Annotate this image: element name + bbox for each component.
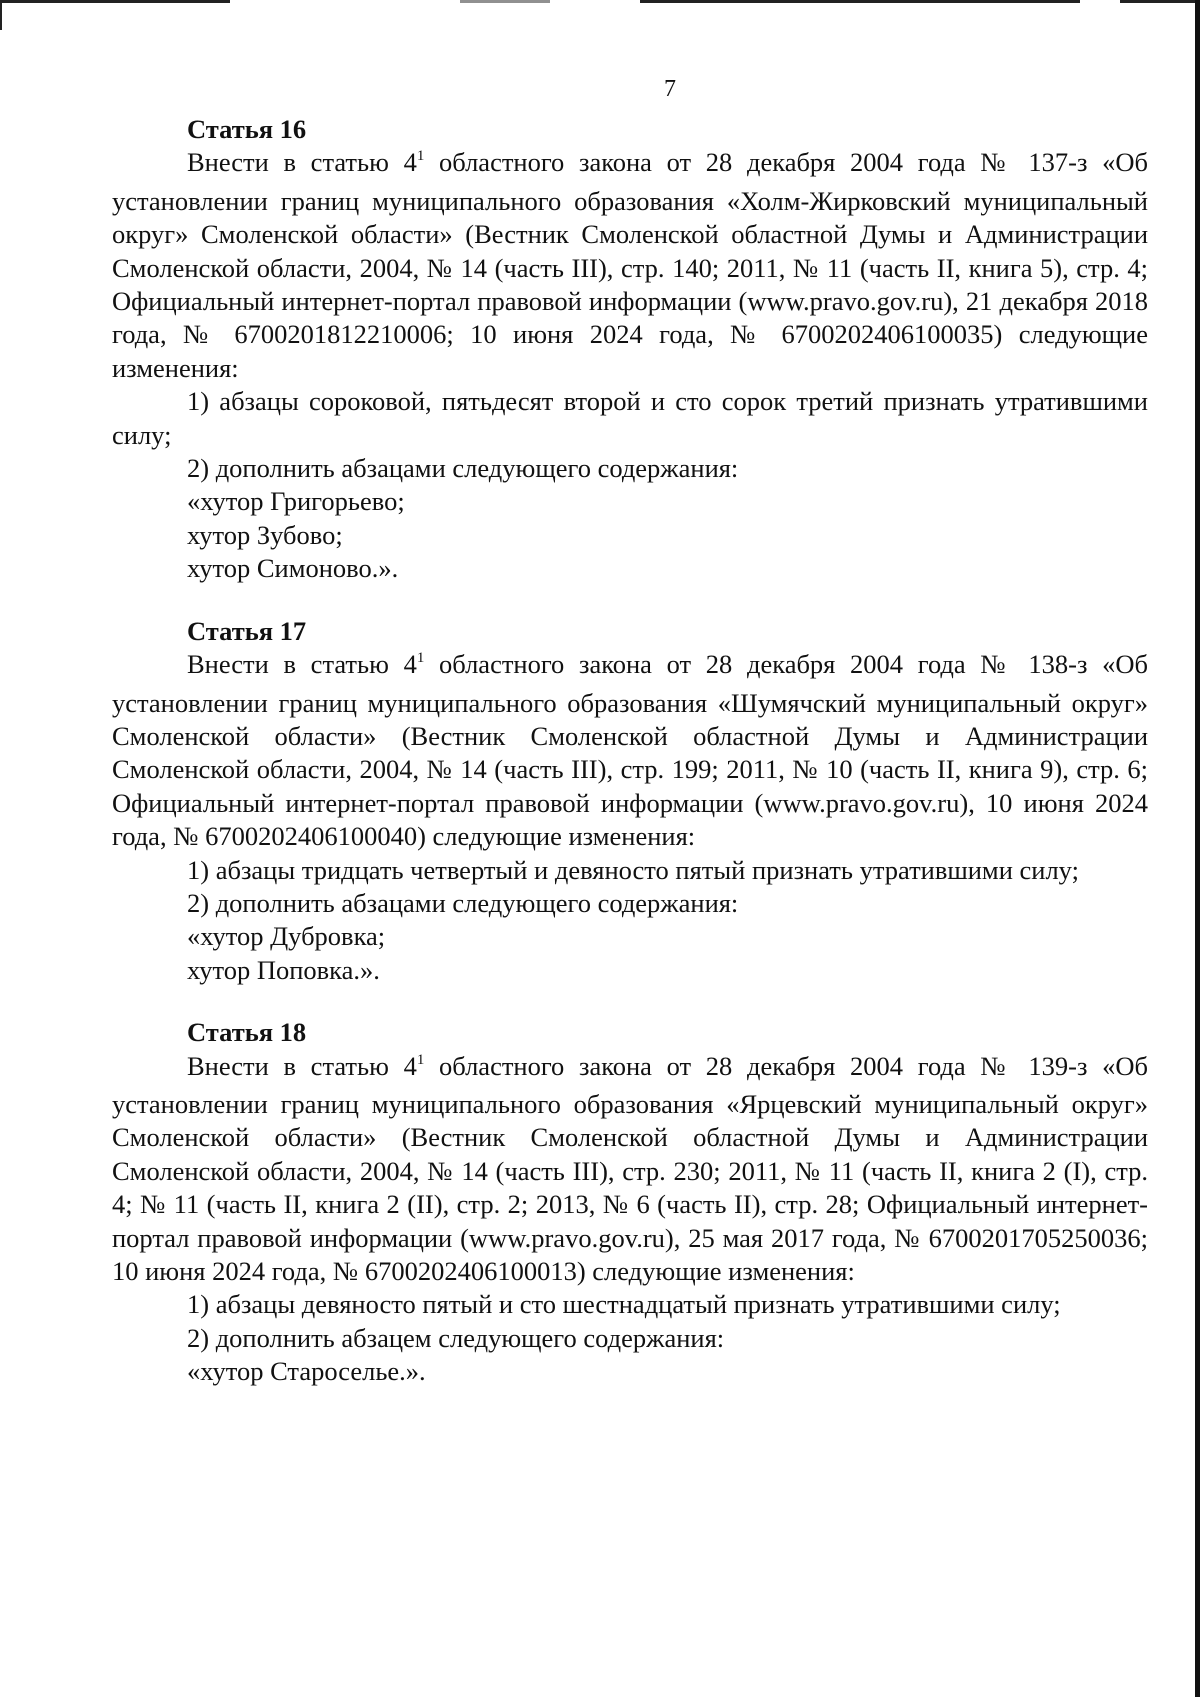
superscript: 1: [416, 650, 425, 667]
amendment-item-1: 1) абзацы тридцать четвертый и девяносто пятый признать утратившими силу;: [187, 854, 1079, 885]
added-entry: «хутор Староселье.».: [187, 1356, 426, 1387]
amendment-item-2: 2) дополнить абзацами следующего содержания:: [187, 453, 739, 484]
intro-text-rest: областного закона от 28 декабря 2004 года № 137-з «Об установлении границ муниципального образования «Холм-Жирковский муниципальный округ» Смоленской области» (Вестник Смоленской областной Думы и Администрации Смоленской области, 2004, № 14 (часть III), стр. 140; 2011, № 11 (часть II, книга 5), стр. 4; Официальный интернет-портал правовой информации (www.pravo.gov.ru), 21 декабря 2018 года, № 6700201812210006; 10 июня 2024 года, № 6700202406100035) следующие изменения:: [112, 147, 1148, 383]
intro-text-start: Внести в статью 4: [187, 1050, 417, 1081]
article-title: Статья 18: [187, 1017, 307, 1048]
amendment-item-2: 2) дополнить абзацем следующего содержания:: [187, 1322, 725, 1353]
article-16: [112, 113, 1148, 586]
added-entry: хутор Зубово;: [187, 519, 343, 550]
article-18: [112, 1016, 1148, 1388]
added-entry: хутор Симоново.».: [187, 553, 399, 584]
superscript: 1: [416, 1051, 425, 1068]
scan-top-edge: [0, 0, 1200, 3]
intro-text-start: Внести в статью 4: [187, 649, 417, 680]
scan-right-edge: [1195, 0, 1200, 1697]
article-intro-paragraph: [112, 146, 1148, 385]
article-intro-paragraph: [112, 648, 1148, 853]
intro-text-rest: областного закона от 28 декабря 2004 года № 139-з «Об установлении границ муниципального образования «Ярцевский муниципальный округ» Смоленской области» (Вестник Смоленской областной Думы и Администрации Смоленской области, 2004, № 14 (часть III), стр. 230; 2011, № 11 (часть II, книга 2 (I), стр. 4; № 11 (часть II, книга 2 (II), стр. 2; 2013, № 6 (часть II), стр. 28; Официальный интернет-портал правовой информации (www.pravo.gov.ru), 25 мая 2017 года, № 6700201705250036; 10 июня 2024 года, № 6700202406100013) следующие изменения:: [112, 1050, 1148, 1286]
amendment-item-1: 1) абзацы девяносто пятый и сто шестнадцатый признать утратившими силу;: [187, 1289, 1061, 1320]
amendment-item-2: 2) дополнить абзацами следующего содержания:: [187, 887, 739, 918]
added-entry: «хутор Дубровка;: [187, 921, 386, 952]
page-number: 7: [664, 76, 676, 102]
intro-text-rest: областного закона от 28 декабря 2004 года № 138-з «Об установлении границ муниципального образования «Шумячский муниципальный округ» Смоленской области» (Вестник Смоленской областной Думы и Администрации Смоленской области, 2004, № 14 (часть III), стр. 199; 2011, № 10 (часть II, книга 9), стр. 6; Официальный интернет-портал правовой информации (www.pravo.gov.ru), 10 июня 2024 года, № 6700202406100040) следующие изменения:: [112, 649, 1148, 852]
amendment-item-1: 1) абзацы сороковой, пятьдесят второй и сто сорок третий признать утратившими силу;: [112, 386, 1148, 450]
scan-left-edge: [0, 0, 2, 30]
article-title: Статья 16: [187, 114, 307, 144]
article-17: [112, 615, 1148, 987]
added-entry: хутор Поповка.».: [187, 954, 380, 985]
superscript: 1: [416, 148, 425, 165]
document-body: [112, 113, 1148, 1418]
intro-text-start: Внести в статью 4: [187, 147, 417, 178]
article-title: Статья 17: [187, 615, 307, 646]
article-intro-paragraph: [112, 1050, 1148, 1289]
added-entry: «хутор Григорьево;: [187, 486, 405, 517]
